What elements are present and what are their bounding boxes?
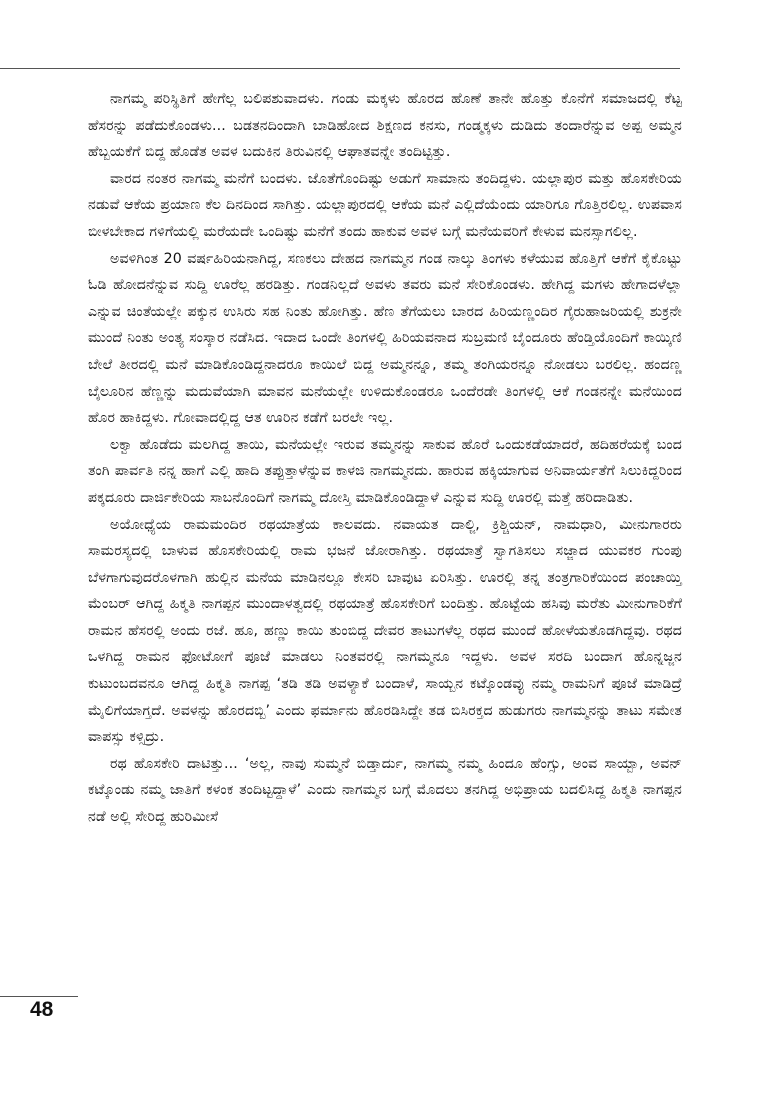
paragraph: ವಾರದ ನಂತರ ನಾಗಮ್ಮ ಮನೆಗೆ ಬಂದಳು. ಜೊತೆಗೊಂದಿಷ್ಟು ಅಡುಗೆ ಸಾಮಾನು ತಂದಿದ್ದಳು. ಯಲ್ಲಾಪುರ ಮತ್ತು ಹೊಸಕೇರಿಯ ನಡುವೆ ಆಕೆಯ ಪ್ರಯಾಣ ಕೆಲ ದಿನದಿಂದ ಸಾಗಿತ್ತು. ಯಲ್ಲಾಪುರದಲ್ಲಿ ಆಕೆಯ ಮನೆ ಎಲ್ಲಿದೆಯೆಂದು ಯಾರಿಗೂ ಗೊತ್ತಿರಲಿಲ್ಲ. ಉಪವಾಸ ಬೀಳಬೇಕಾದ ಗಳಿಗೆಯಲ್ಲಿ ಮರೆಯದೇ ಒಂದಿಷ್ಟು ಮನೆಗೆ ತಂದು ಹಾಕುವ ಅವಳ ಬಗ್ಗೆ ಮನೆಯವರಿಗೆ ಕೇಳುವ ಮನಸ್ಸಾಗಲಿಲ್ಲ. xyxy=(88,170,682,240)
paragraph: ಅಯೋಧ್ಯೆಯ ರಾಮಮಂದಿರ ರಥಯಾತ್ರೆಯ ಕಾಲವದು. ನವಾಯತ ದಾಲ್ಜಿ, ಕ್ರಿಶ್ಚಿಯನ್, ನಾಮಧಾರಿ, ಮೀನುಗಾರರು ಸಾಮರಸ್ಯದಲ್ಲಿ ಬಾಳುವ ಹೊಸಕೇರಿಯಲ್ಲಿ ರಾಮ ಭಜನೆ ಜೋರಾಗಿತ್ತು. ರಥಯಾತ್ರೆ ಸ್ವಾಗತಿಸಲು ಸಜ್ಜಾದ ಯುವಕರ ಗುಂಪು ಬೆಳಗಾಗುವುದರೊಳಗಾಗಿ ಹುಲ್ಲಿನ ಮನೆಯ ಮಾಡಿನಲ್ಲೂ ಕೇಸರಿ ಬಾವುಟ ಏರಿಸಿತ್ತು. ಊರಲ್ಲಿ ತನ್ನ ತಂತ್ರಗಾರಿಕೆಯಿಂದ ಪಂಚಾಯ್ತಿ ಮೆಂಬರ್ ಆಗಿದ್ದ ಹಿಕ್ಮತಿ ನಾಗಪ್ಪನ ಮುಂದಾಳತ್ವದಲ್ಲಿ ರಥಯಾತ್ರೆ ಹೊಸಕೇರಿಗೆ ಬಂದಿತ್ತು. ಹೊಟ್ಟೆಯ ಹಸಿವು ಮರೆತು ಮೀನುಗಾರಿಕೆಗೆ ರಾಮನ ಹೆಸರಲ್ಲಿ ಅಂದು ರಜೆ. ಹೂ, ಹಣ್ಣು ಕಾಯಿ ತುಂಬಿದ್ದ ದೇವರ ತಾಟುಗಳೆಲ್ಲ ರಥದ ಮುಂದೆ ಹೋಳೆಯತೊಡಗಿದ್ದವು. ರಥದ ಒಳಗಿದ್ದ ರಾಮನ ಫೋಟೋಗೆ ಪೂಜೆ ಮಾಡಲು ನಿಂತವರಲ್ಲಿ ನಾಗಮ್ಮನೂ ಇದ್ದಳು. ಅವಳ ಸರದಿ ಬಂದಾಗ ಹೊನ್ನಜ್ಜನ ಕುಟುಂಬದವನೂ ಆಗಿದ್ದ ಹಿಕ್ಮತಿ ನಾಗಪ್ಪ ‘ತಡಿ ತಡಿ ಅವಳ್ಯಾಕೆ ಬಂದಾಳೆ, ಸಾಯ್ಬನ ಕಟ್ಕೊಂಡವ್ಳು ನಮ್ಮ ರಾಮನಿಗೆ ಪೂಜೆ ಮಾಡಿದ್ರೆ ಮೈಲಿಗೆಯಾಗ್ತದೆ. ಅವಳನ್ನು ಹೊರದಬ್ಬಿ’ ಎಂದು ಫರ್ಮಾನು ಹೊರಡಿಸಿದ್ದೇ ತಡ ಬಿಸಿರಕ್ತದ ಹುಡುಗರು ನಾಗಮ್ಮನನ್ನು ತಾಟು ಸಮೇತ ವಾಪಸ್ಸು ಕಳ್ಸಿದ್ರು. xyxy=(88,516,682,746)
bottom-rule xyxy=(0,996,78,997)
paragraph: ಲಕ್ವಾ ಹೊಡೆದು ಮಲಗಿದ್ದ ತಾಯಿ, ಮನೆಯಲ್ಲೇ ಇರುವ ತಮ್ಮನನ್ನು ಸಾಕುವ ಹೊರೆ ಒಂದುಕಡೆಯಾದರೆ, ಹದಿಹರೆಯಕ್ಕೆ ಬಂದ ತಂಗಿ ಪಾರ್ವತಿ ನನ್ನ ಹಾಗೆ ಎಲ್ಲಿ ಹಾದಿ ತಪ್ಪುತ್ತಾಳೆನ್ನುವ ಕಾಳಜಿ ನಾಗಮ್ಮನದು. ಹಾರುವ ಹಕ್ಕಿಯಾಗುವ ಅನಿವಾರ್ಯತೆಗೆ ಸಿಲುಕಿದ್ದರಿಂದ ಪಕ್ಕದೂರು ದಾರ್ಜಿಕೇರಿಯ ಸಾಬನೊಂದಿಗೆ ನಾಗಮ್ಮ ದೋಸ್ತಿ ಮಾಡಿಕೊಂಡಿದ್ದಾಳೆ ಎನ್ನುವ ಸುದ್ದಿ ಊರಲ್ಲಿ ಮತ್ತೆ ಹರಿದಾಡಿತು. xyxy=(88,436,682,506)
paragraph: ನಾಗಮ್ಮ ಪರಿಸ್ಥಿತಿಗೆ ಹೇಗೆಲ್ಲ ಬಲಿಪಶುವಾದಳು. ಗಂಡು ಮಕ್ಕಳು ಹೊರದ ಹೊಣೆ ತಾನೇ ಹೊತ್ತು ಕೊನೆಗೆ ಸಮಾಜದಲ್ಲಿ ಕೆಟ್ಟ ಹೆಸರನ್ನು ಪಡೆದುಕೊಂಡಳು... ಬಡತನದಿಂದಾಗಿ ಬಾಡಿಹೋದ ಶಿಕ್ಷಣದ ಕನಸು, ಗಂಡ್ಮಕ್ಕಳು ದುಡಿದು ತಂದಾರೆನ್ನುವ ಅಪ್ಪ ಅಮ್ಮನ ಹೆಬ್ಬಯಕೆಗೆ ಬಿದ್ದ ಹೊಡೆತ ಅವಳ ಬದುಕಿನ ತಿರುವಿನಲ್ಲಿ ಆಘಾತವನ್ನೇ ತಂದಿಟ್ಟಿತ್ತು. xyxy=(88,91,682,161)
page-number: 48 xyxy=(30,998,54,1021)
top-rule xyxy=(0,68,680,69)
page-body xyxy=(88,86,682,831)
paragraph: ರಥ ಹೊಸಕೇರಿ ದಾಟಿತ್ತು... ‘ಅಲ್ಲ, ನಾವು ಸುಮ್ಮನೆ ಬಿಡ್ತಾರ್ದು, ನಾಗಮ್ಮ ನಮ್ಮ ಹಿಂದೂ ಹೆಂಗ್ಸು, ಅಂವ ಸಾಯ್ಬಾ, ಅವನ್ ಕಟ್ಕೊಂಡು ನಮ್ಮ ಜಾತಿಗೆ ಕಳಂಕ ತಂದಿಟ್ಟದ್ದಾಳೆ’ ಎಂದು ನಾಗಮ್ಮನ ಬಗ್ಗೆ ಮೊದಲು ತನಗಿದ್ದ ಅಭಿಪ್ರಾಯ ಬದಲಿಸಿದ್ದ ಹಿಕ್ಮತಿ ನಾಗಪ್ಪನ ನಡೆ ಅಲ್ಲಿ ಸೇರಿದ್ದ ಹುರಿಮೀಸೆ xyxy=(88,755,682,826)
paragraph: ಅವಳಿಗಿಂತ 20 ವರ್ಷಹಿರಿಯನಾಗಿದ್ದ, ಸಣಕಲು ದೇಹದ ನಾಗಮ್ಮನ ಗಂಡ ನಾಲ್ಕು ತಿಂಗಳು ಕಳೆಯುವ ಹೊತ್ತಿಗೆ ಆಕೆಗೆ ಕೈಕೊಟ್ಟು ಓಡಿ ಹೋದನೆನ್ನುವ ಸುದ್ದಿ ಊರೆಲ್ಲ ಹರಡಿತ್ತು. ಗಂಡನಿಲ್ಲದೆ ಅವಳು ತವರು ಮನೆ ಸೇರಿಕೊಂಡಳು. ಹೇಗಿದ್ದ ಮಗಳು ಹೇಗಾದಳೆಲ್ಲಾ ಎನ್ನುವ ಚಿಂತೆಯಲ್ಲೇ ಪಕ್ಕುನ ಉಸಿರು ಸಹ ನಿಂತು ಹೋಗಿತ್ತು. ಹೆಣ ತೆಗೆಯಲು ಬಾರದ ಹಿರಿಯಣ್ಣಂದಿರ ಗೈರುಹಾಜರಿಯಲ್ಲಿ ಶುಕ್ರನೇ ಮುಂದೆ ನಿಂತು ಅಂತ್ಯ ಸಂಸ್ಕಾರ ನಡೆಸಿದ. ಇದಾದ ಒಂದೇ ತಿಂಗಳಲ್ಲಿ ಹಿರಿಯವನಾದ ಸುಬ್ರಮಣಿ ಬೈಂದೂರು ಹೆಂಡ್ತಿಯೊಂದಿಗೆ ಕಾಯ್ಕಿಣಿ ಬೇಲೆ ತೀರದಲ್ಲಿ ಮನೆ ಮಾಡಿಕೊಂಡಿದ್ದನಾದರೂ ಕಾಯಿಲೆ ಬಿದ್ದ ಅಮ್ಮನನ್ನೂ, ತಮ್ಮ ತಂಗಿಯರನ್ನೂ ನೋಡಲು ಬರಲಿಲ್ಲ. ಹಂದಣ್ಣ ಬೈಲೂರಿನ ಹೆಣ್ಣನ್ನು ಮದುವೆಯಾಗಿ ಮಾವನ ಮನೆಯಲ್ಲೇ ಉಳಿದುಕೊಂಡರೂ ಒಂದೆರಡೇ ತಿಂಗಳಲ್ಲಿ ಆಕೆ ಗಂಡನನ್ನೇ ಮನೆಯಿಂದ ಹೊರ ಹಾಕಿದ್ದಳು. ಗೋವಾದಲ್ಲಿದ್ದ ಆತ ಊರಿನ ಕಡೆಗೆ ಬರಲೇ ಇಲ್ಲ. xyxy=(88,250,682,427)
